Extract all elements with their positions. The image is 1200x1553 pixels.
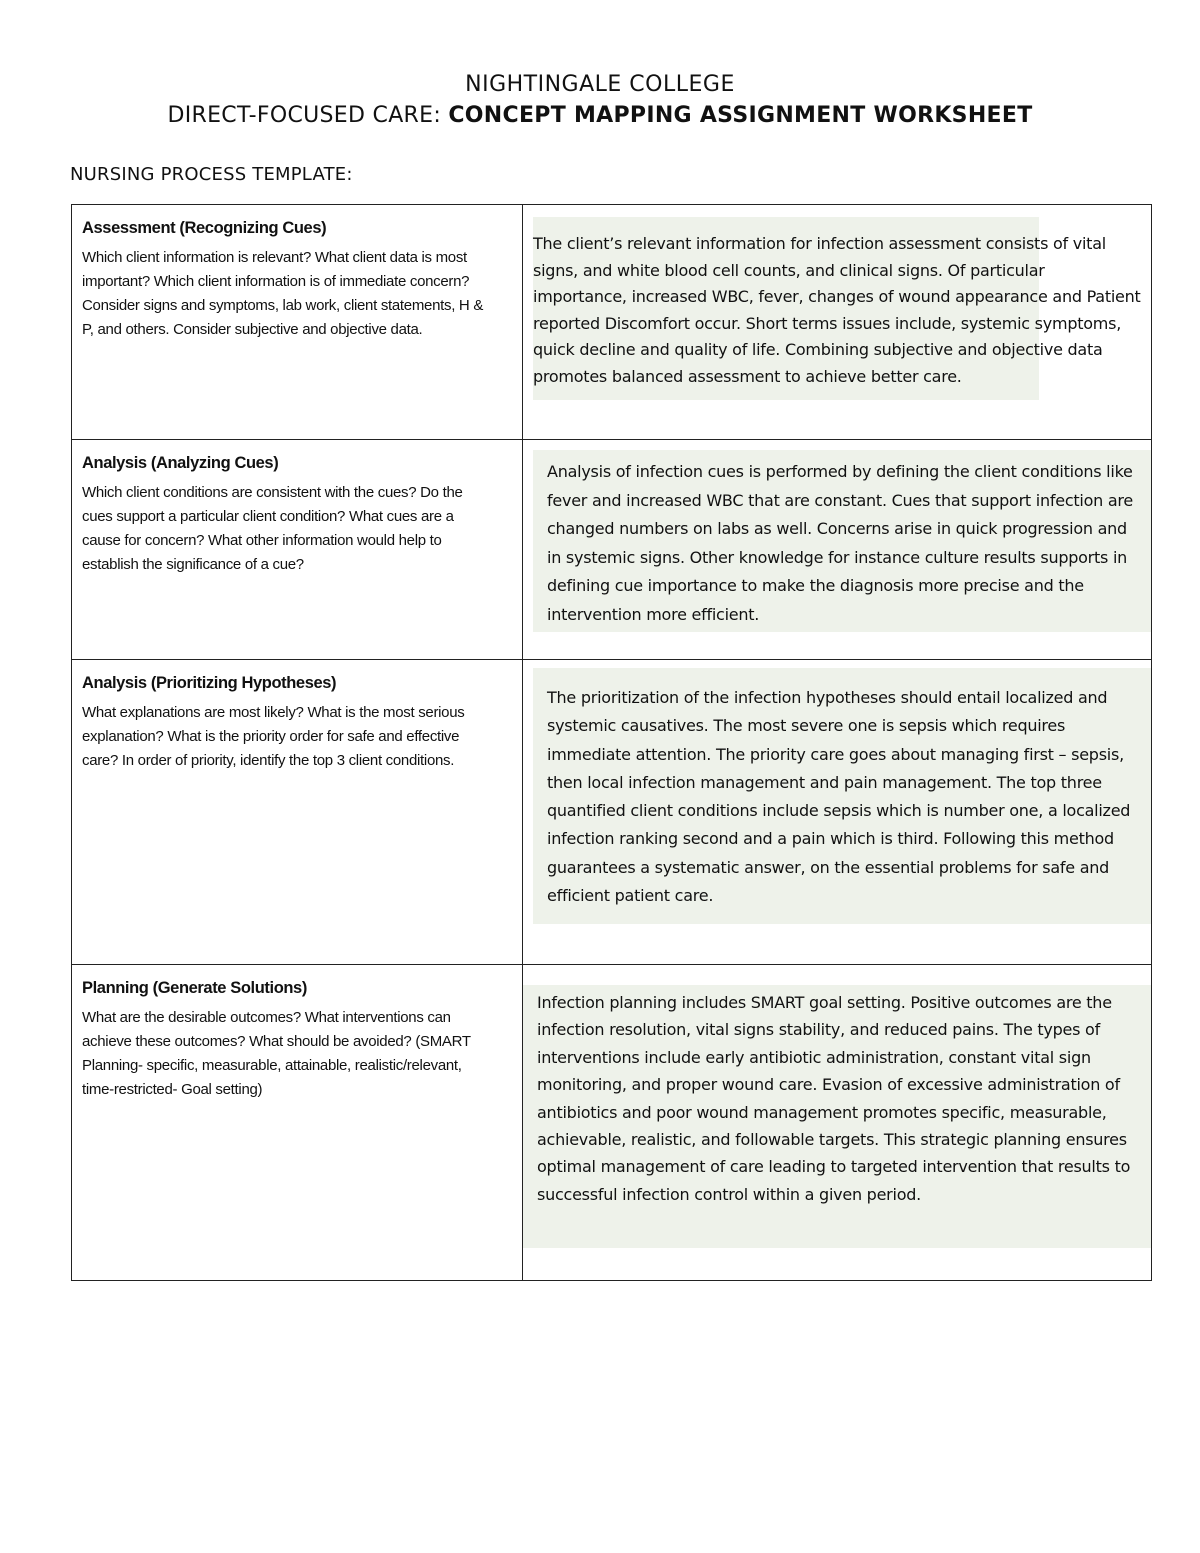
answer-text[interactable]: Infection planning includes SMART goal setting. Positive outcomes are the infection resolution, vital signs stability, and reduced pains. The types of interventions include early antibiotic administration, constant vital sign monitoring, and proper wound care. Evasion of excessive administration of antibiotics and poor wound management promotes specific, measurable, achievable, realistic, and followable targets. This strategic planning ensures optimal management of care leading to targeted intervention that results to successful infection control within a given period.	[523, 985, 1151, 1248]
section-question: What explanations are most likely? What is the most serious explanation? What is the priority order for safe and effective care? In order of priority, identify the top 3 client conditions.	[82, 704, 465, 769]
section-title: Analysis (Analyzing Cues)	[82, 454, 279, 472]
prompt-cell	[72, 440, 523, 660]
table-row-prioritizing-hypotheses	[72, 660, 1152, 965]
answer-cell[interactable]	[523, 965, 1152, 1281]
section-title: Assessment (Recognizing Cues)	[82, 219, 327, 237]
answer-text[interactable]: The client’s relevant information for infection assessment consists of vital signs, and white blood cell counts, and clinical signs. Of particular importance, increased WBC, fever, changes of wound appearance and Patient reported Discomfort occur. Short terms issues include, systemic symptoms, quick decline and quality of life. Combining subjective and objective data promotes balanced assessment to achieve better care.	[533, 217, 1141, 400]
college-name: NIGHTINGALE COLLEGE	[465, 72, 735, 97]
table-row-analyzing-cues	[72, 440, 1152, 660]
section-title: Planning (Generate Solutions)	[82, 979, 307, 997]
table-row-planning	[72, 965, 1152, 1281]
answer-text[interactable]: The prioritization of the infection hypotheses should entail localized and systemic causatives. The most severe one is sepsis which requires immediate attention. The priority care goes about managing first – sepsis, then local infection management and pain management. The top three quantified client conditions include sepsis which is number one, a localized infection ranking second and a pain which is third. Following this method guarantees a systematic answer, on the essential problems for safe and efficient patient care.	[533, 668, 1151, 924]
document-title	[0, 100, 1200, 132]
prompt-cell	[72, 660, 523, 965]
answer-cell[interactable]	[523, 205, 1152, 440]
section-title: Analysis (Prioritizing Hypotheses)	[82, 674, 337, 692]
section-question: Which client information is relevant? What client data is most important? Which client information is of immediate concern? Consider signs and symptoms, lab work, client statements, H & P, and others. Consider subjective and objective data.	[82, 249, 484, 338]
prompt-cell	[72, 205, 523, 440]
answer-cell[interactable]	[523, 440, 1152, 660]
answer-text[interactable]: Analysis of infection cues is performed by defining the client conditions like fever and increased WBC that are constant. Cues that support infection are changed numbers on labs as well. Concerns arise in quick progression and in systemic signs. Other knowledge for instance culture results supports in defining cue importance to make the diagnosis more precise and the intervention more efficient.	[533, 450, 1151, 632]
section-question: Which client conditions are consistent with the cues? Do the cues support a particular client condition? What cues are a cause for concern? What other information would help to establish the significance of a cue?	[82, 484, 463, 573]
title-prefix: DIRECT-FOCUSED CARE:	[167, 103, 449, 128]
title-bold: CONCEPT MAPPING ASSIGNMENT WORKSHEET	[448, 103, 1033, 128]
template-label: NURSING PROCESS TEMPLATE:	[70, 164, 353, 185]
nursing-process-table	[71, 204, 1152, 1281]
document-header	[0, 70, 1200, 132]
answer-cell[interactable]	[523, 660, 1152, 965]
table-row-assessment	[72, 205, 1152, 440]
prompt-cell	[72, 965, 523, 1281]
section-question: What are the desirable outcomes? What interventions can achieve these outcomes? What should be avoided? (SMART Planning- specific, measurable, attainable, realistic/relevant, time-restricted- Goal setting)	[82, 1009, 471, 1098]
